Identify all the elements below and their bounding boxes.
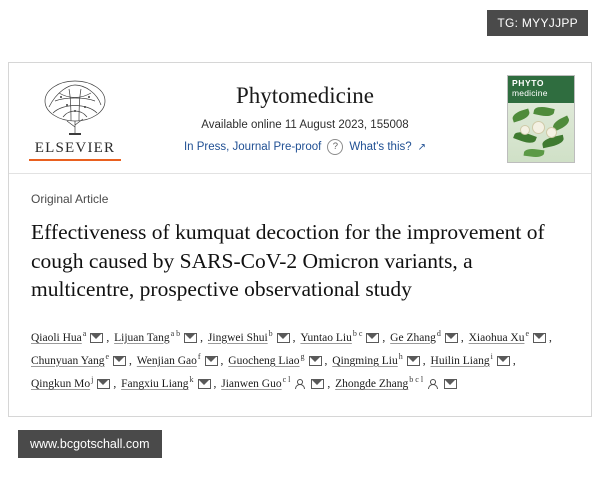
envelope-icon[interactable] bbox=[311, 379, 324, 389]
envelope-icon[interactable] bbox=[97, 379, 110, 389]
author-name-link[interactable]: Ge Zhang bbox=[390, 331, 436, 344]
author-entry bbox=[332, 352, 423, 367]
cover-artwork bbox=[508, 103, 574, 163]
external-link-icon[interactable]: ↗ bbox=[417, 141, 427, 153]
envelope-icon[interactable] bbox=[445, 333, 458, 343]
elsevier-logo bbox=[27, 77, 123, 161]
author-affiliation-marker: g bbox=[300, 352, 305, 362]
journal-cover-thumbnail[interactable] bbox=[507, 75, 575, 163]
author-affiliation-marker: a bbox=[82, 328, 87, 338]
envelope-icon[interactable] bbox=[205, 356, 218, 366]
envelope-icon[interactable] bbox=[277, 333, 290, 343]
author-name-link[interactable]: Xiaohua Xu bbox=[468, 331, 525, 344]
author-name-link[interactable]: Zhongde Zhang bbox=[335, 378, 409, 391]
envelope-icon[interactable] bbox=[113, 356, 126, 366]
author-entry bbox=[300, 328, 382, 344]
author-affiliation-marker: b c bbox=[352, 328, 363, 338]
envelope-icon[interactable] bbox=[309, 356, 322, 366]
author-name-link[interactable]: Qingkun Mo bbox=[31, 378, 91, 391]
author-affiliation-marker: a b bbox=[170, 328, 181, 338]
author-name-link[interactable]: Guocheng Liao bbox=[228, 354, 300, 367]
author-entry bbox=[31, 328, 106, 344]
in-press-label: In Press, Journal Pre-proof bbox=[183, 141, 322, 153]
person-icon[interactable] bbox=[294, 379, 304, 389]
author-affiliation-marker: e bbox=[525, 328, 530, 338]
author-entry bbox=[390, 328, 461, 344]
author-entry bbox=[207, 328, 293, 344]
cover-title-line1: PHYTO bbox=[512, 78, 545, 88]
author-separator: , bbox=[382, 331, 389, 344]
envelope-icon[interactable] bbox=[184, 333, 197, 343]
journal-status-line bbox=[139, 139, 471, 155]
author-name-link[interactable]: Huilin Liang bbox=[430, 354, 490, 367]
envelope-icon[interactable] bbox=[90, 333, 103, 343]
author-affiliation-marker: c l bbox=[282, 375, 291, 385]
author-separator: , bbox=[460, 331, 467, 344]
author-separator: , bbox=[292, 331, 299, 344]
author-entry bbox=[430, 352, 513, 367]
envelope-icon[interactable] bbox=[407, 356, 420, 366]
author-name-link[interactable]: Fangxiu Liang bbox=[121, 378, 189, 391]
article-body bbox=[9, 174, 591, 396]
author-entry bbox=[136, 352, 221, 367]
journal-header bbox=[9, 63, 591, 174]
author-list bbox=[31, 326, 569, 396]
question-mark-icon[interactable]: ? bbox=[327, 139, 343, 155]
author-name-link[interactable]: Qiaoli Hua bbox=[31, 331, 82, 344]
author-separator: , bbox=[113, 378, 120, 391]
author-entry bbox=[31, 375, 113, 391]
envelope-icon[interactable] bbox=[366, 333, 379, 343]
author-affiliation-marker: e bbox=[105, 352, 110, 362]
author-separator: , bbox=[549, 331, 552, 344]
journal-title: Phytomedicine bbox=[236, 83, 374, 108]
author-name-link[interactable]: Lijuan Tang bbox=[114, 331, 170, 344]
article-type-label: Original Article bbox=[31, 192, 109, 206]
author-name-link[interactable]: Wenjian Gao bbox=[136, 354, 197, 367]
author-affiliation-marker: k bbox=[189, 375, 194, 385]
elsevier-tree-icon bbox=[39, 77, 111, 139]
author-affiliation-marker: d bbox=[436, 328, 441, 338]
whats-this-link[interactable]: What's this? bbox=[349, 141, 412, 153]
author-name-link[interactable]: Chunyuan Yang bbox=[31, 354, 105, 367]
author-affiliation-marker: b bbox=[268, 328, 273, 338]
author-separator: , bbox=[512, 354, 516, 367]
author-separator: , bbox=[213, 378, 220, 391]
envelope-icon[interactable] bbox=[444, 379, 457, 389]
envelope-icon[interactable] bbox=[198, 379, 211, 389]
envelope-icon[interactable] bbox=[497, 356, 510, 366]
article-card bbox=[8, 62, 592, 417]
author-entry bbox=[121, 375, 213, 391]
author-separator: , bbox=[324, 354, 331, 367]
author-name-link[interactable]: Jingwei Shui bbox=[207, 331, 268, 344]
author-separator: , bbox=[422, 354, 429, 367]
author-entry bbox=[114, 328, 200, 344]
author-affiliation-marker: h bbox=[398, 352, 403, 362]
url-watermark: www.bcgotschall.com bbox=[18, 430, 162, 458]
author-name-link[interactable]: Qingming Liu bbox=[332, 354, 398, 367]
author-affiliation-marker: b c l bbox=[409, 375, 424, 385]
page-title: Effectiveness of kumquat decoction for the improvement of cough caused by SARS-CoV-2 Omicron variants, a multicentre, prospective observational study bbox=[31, 220, 545, 302]
tag-watermark: TG: MYYJJPP bbox=[487, 10, 588, 36]
envelope-icon[interactable] bbox=[533, 333, 546, 343]
author-separator: , bbox=[129, 354, 135, 367]
elsevier-wordmark: ELSEVIER bbox=[34, 140, 116, 156]
author-entry bbox=[468, 328, 549, 344]
person-icon[interactable] bbox=[427, 379, 437, 389]
author-separator: , bbox=[327, 378, 334, 391]
elsevier-orange-rule bbox=[29, 159, 121, 161]
cover-title-block bbox=[508, 76, 574, 103]
author-affiliation-marker: f bbox=[197, 352, 201, 362]
author-entry bbox=[221, 375, 327, 391]
author-name-link[interactable]: Yuntao Liu bbox=[300, 331, 352, 344]
author-separator: , bbox=[200, 331, 206, 344]
author-entry bbox=[335, 375, 460, 391]
author-affiliation-marker: i bbox=[490, 352, 493, 362]
author-separator: , bbox=[220, 354, 227, 367]
journal-info bbox=[139, 83, 471, 155]
journal-availability: Available online 11 August 2023, 155008 bbox=[201, 119, 409, 131]
author-entry bbox=[31, 352, 129, 367]
author-name-link[interactable]: Jianwen Guo bbox=[221, 378, 282, 391]
author-affiliation-marker: j bbox=[91, 375, 94, 385]
author-separator: , bbox=[106, 331, 113, 344]
cover-title-line2: medicine bbox=[512, 87, 548, 98]
author-entry bbox=[228, 352, 324, 367]
